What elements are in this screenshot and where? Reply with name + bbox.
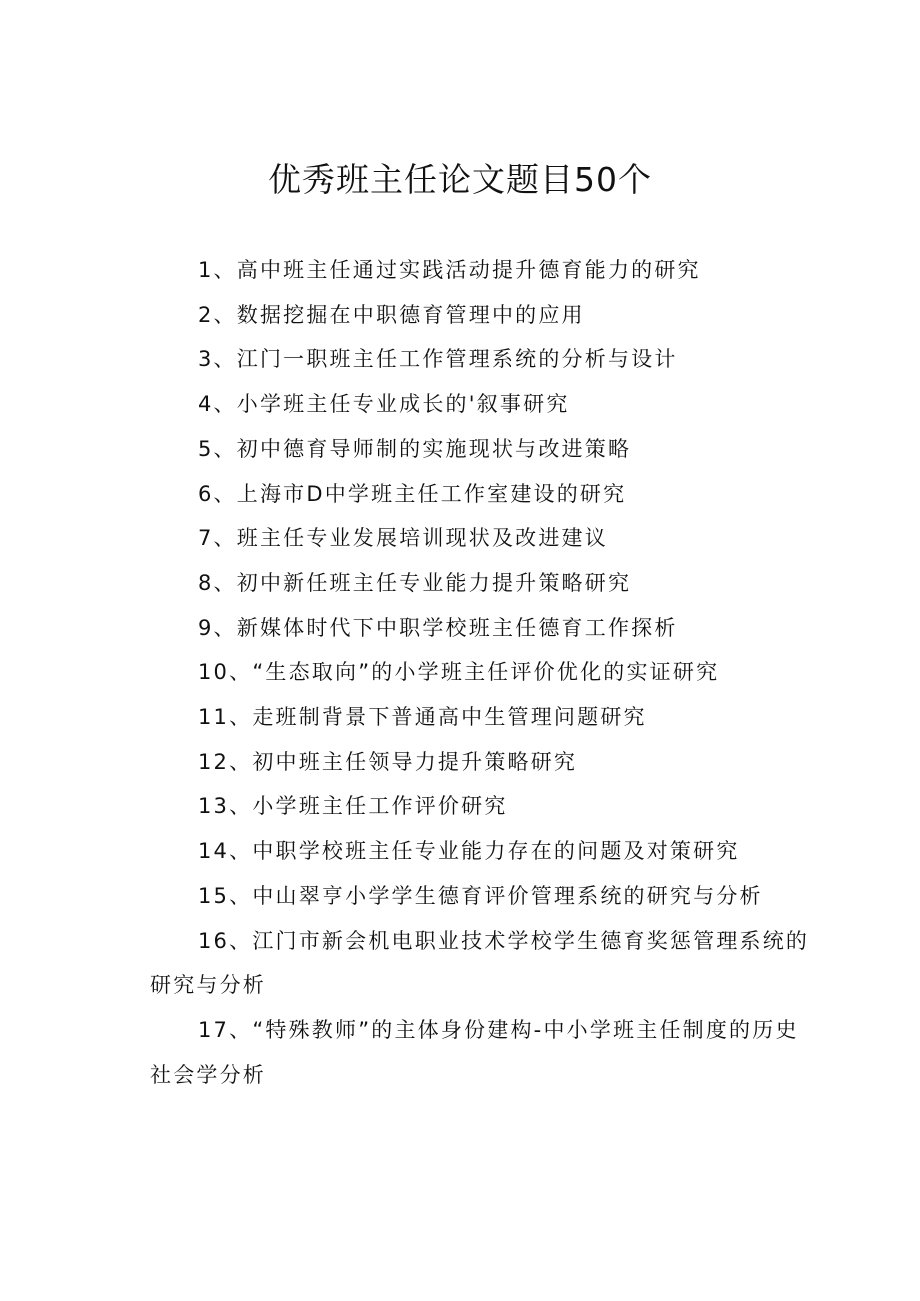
- list-item: 12、初中班主任领导力提升策略研究: [198, 749, 578, 774]
- list-item: 4、小学班主任专业成长的'叙事研究: [198, 392, 570, 417]
- list-item: 8、初中新任班主任专业能力提升策略研究: [198, 570, 632, 595]
- list-item: 14、中职学校班主任专业能力存在的问题及对策研究: [198, 839, 740, 864]
- list-item: 13、小学班主任工作评价研究: [198, 794, 508, 819]
- list-item: 11、走班制背景下普通高中生管理问题研究: [198, 705, 647, 730]
- list-item: 2、数据挖掘在中职德育管理中的应用: [198, 302, 585, 327]
- list-item: 17、“特殊教师”的主体身份建构-中小学班主任制度的历史社会学分析: [150, 1017, 799, 1087]
- list-item: 15、中山翠亨小学学生德育评价管理系统的研究与分析: [198, 883, 763, 908]
- topic-list: [150, 248, 810, 1097]
- list-item: 1、高中班主任通过实践活动提升德育能力的研究: [198, 258, 701, 282]
- list-item: 7、班主任专业发展培训现状及改进建议: [198, 526, 608, 551]
- list-item: 9、新媒体时代下中职学校班主任德育工作探析: [198, 615, 678, 640]
- list-item: 6、上海市D中学班主任工作室建设的研究: [198, 481, 627, 506]
- list-item: 3、江门一职班主任工作管理系统的分析与设计: [198, 347, 678, 372]
- page-title: 优秀班主任论文题目50个: [268, 160, 652, 199]
- list-item: 5、初中德育导师制的实施现状与改进策略: [198, 436, 632, 461]
- list-item: 10、“生态取向”的小学班主任评价优化的实证研究: [198, 660, 720, 685]
- list-item: 16、江门市新会机电职业技术学校学生德育奖惩管理系统的研究与分析: [150, 928, 810, 998]
